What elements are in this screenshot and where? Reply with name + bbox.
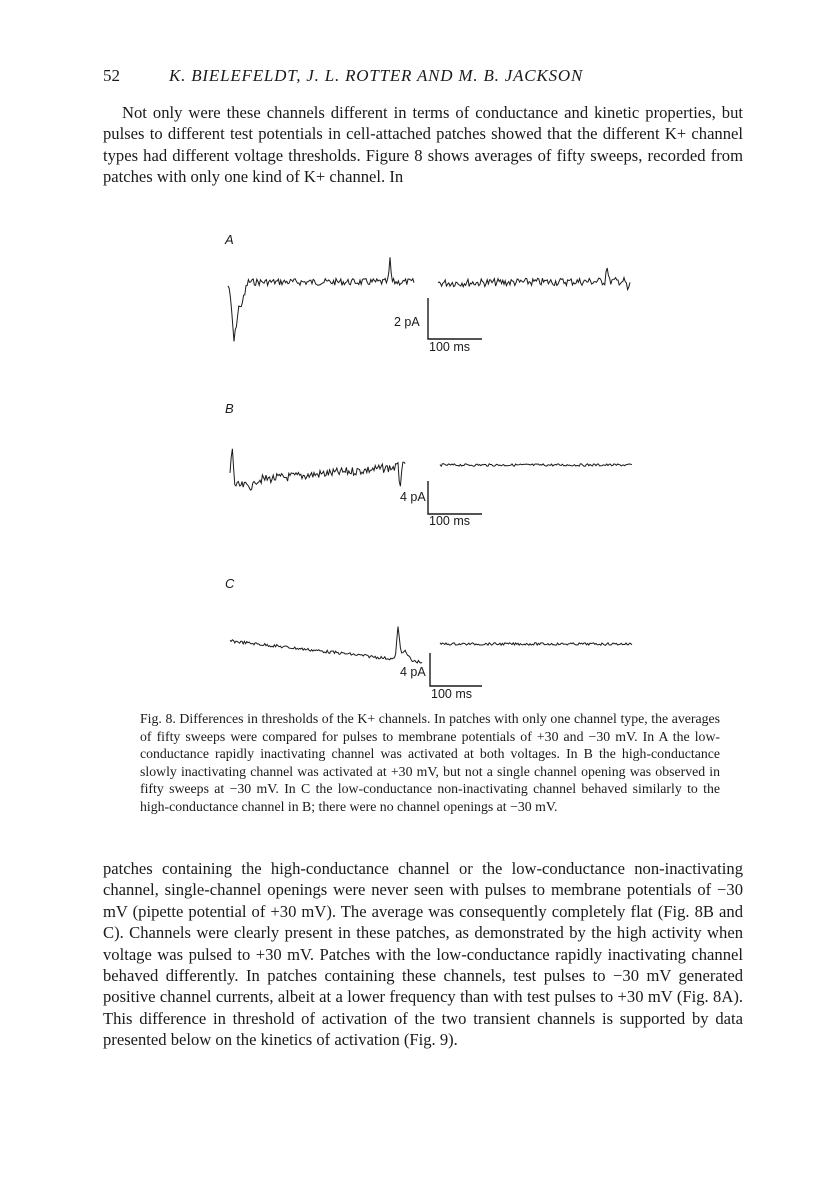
figure-8 (210, 228, 650, 708)
intro-paragraph (103, 102, 743, 188)
panel-c-trace-minus30 (440, 643, 632, 645)
panel-c-current-scale: 4 pA (400, 665, 426, 679)
panel-c-scale-bar (430, 653, 482, 686)
panel-letter-b: B (225, 401, 234, 416)
page-number: 52 (103, 66, 120, 85)
figure-caption (140, 710, 720, 816)
panel-letter-c: C (225, 576, 235, 591)
figure-caption-text: Fig. 8. Differences in thresholds of the K+ channels. In patches with only one channel type, the averages of fifty sweeps were compared for pulses to membrane potentials of +30 and −30 mV. In A the low-conductance rapidly inactivating channel was activated at both voltages. In B the high-conductance slowly inactivating channel was activated at +30 mV, but not a single channel opening was observed in fifty sweeps at −30 mV. In C the low-conductance non-inactivating channel behaved similarly to the high-conductance channel in B; there were no channel openings at −30 mV. (140, 711, 720, 814)
panel-letter-a: A (225, 232, 234, 247)
panel-a-trace-plus30 (228, 257, 414, 341)
intro-paragraph-text: Not only were these channels different in terms of conductance and kinetic properties, but pulses to different test potentials in cell-attached patches showed that the different K+ channel types had different voltage thresholds. Figure 8 shows averages of fifty sweeps, recorded from patches with only one kind of K+ channel. In (103, 103, 743, 187)
panel-c-time-scale: 100 ms (431, 687, 472, 701)
continuation-paragraph (103, 858, 743, 1051)
panel-a-trace-minus30 (438, 268, 630, 290)
continuation-paragraph-text: patches containing the high-conductance channel or the low-conductance non-inactivating channel, single-channel openings were never seen with pulses to membrane potentials of −30 mV (pipette potential of +30 mV). The average was consequently completely flat (Fig. 8B and C). Channels were clearly present in these patches, as demonstrated by the high activity when voltage was pulsed to +30 mV. Patches with the low-conductance rapidly inactivating channel behaved differently. In patches containing these channels, test pulses to −30 mV generated positive channel currents, albeit at a lower frequency than with test pulses to +30 mV (Fig. 8A). This difference in threshold of activation of the two transient channels is supported by data presented below on the kinetics of activation (Fig. 9). (103, 859, 743, 1050)
panel-b-scale-bar (428, 481, 482, 514)
panel-b-time-scale: 100 ms (429, 514, 470, 528)
panel-a-scale-bar (428, 298, 482, 339)
panel-b-trace-minus30 (440, 464, 632, 466)
panel-a-time-scale: 100 ms (429, 340, 470, 354)
figure-8-traces (210, 228, 650, 708)
panel-b-trace-plus30 (230, 449, 405, 490)
running-head: K. BIELEFELDT, J. L. ROTTER AND M. B. JACKSON (169, 66, 584, 85)
panel-b-current-scale: 4 pA (400, 490, 426, 504)
panel-a-current-scale: 2 pA (394, 315, 420, 329)
page-header (103, 66, 743, 94)
panel-c-trace-plus30 (230, 627, 422, 664)
